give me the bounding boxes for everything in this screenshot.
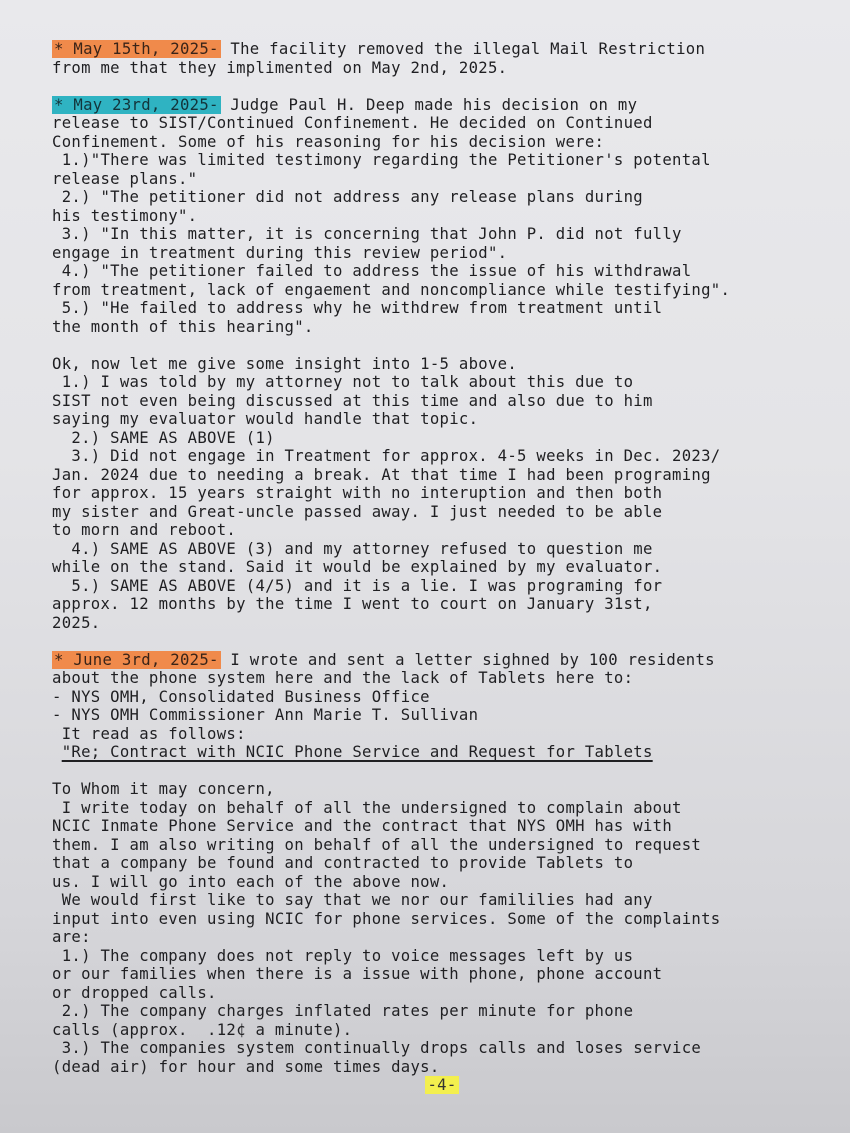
text-line: saying my evaluator would handle that topic. bbox=[52, 410, 479, 428]
text-line: are: bbox=[52, 928, 91, 946]
text-line: 3.) "In this matter, it is concerning that John P. did not fully bbox=[52, 225, 682, 243]
text-line: NCIC Inmate Phone Service and the contract that NYS OMH has with bbox=[52, 817, 673, 835]
text-line: my sister and Great-uncle passed away. I just needed to be able bbox=[52, 502, 663, 521]
text-line: approx. 12 months by the time I went to court on January 31st, bbox=[52, 595, 653, 613]
text-line: Confinement. Some of his reasoning for his decision were: bbox=[52, 132, 605, 151]
text-line: about the phone system here and the lack of Tablets here to: bbox=[52, 669, 634, 687]
text-line: 3.) Did not engage in Treatment for approx. 4-5 weeks in Dec. 2023/ bbox=[52, 447, 721, 465]
text-line: 3.) The companies system continually drops calls and loses service bbox=[52, 1039, 702, 1057]
text-line: Ok, now let me give some insight into 1-5 above. bbox=[52, 354, 518, 373]
text-line: I write today on behalf of all the undersigned to complain about bbox=[52, 798, 682, 817]
text-line: release plans." bbox=[52, 169, 198, 188]
text-line: Jan. 2024 due to needing a break. At that time I had been programing bbox=[52, 465, 711, 484]
text-line: 2.) SAME AS ABOVE (1) bbox=[52, 428, 275, 447]
page-number-line bbox=[52, 1076, 832, 1095]
text-line: or our families when there is a issue with phone, phone account bbox=[52, 965, 663, 983]
text-line: while on the stand. Said it would be explained by my evaluator. bbox=[52, 558, 663, 576]
text-line: calls (approx. .12¢ a minute). bbox=[52, 1020, 353, 1039]
text-line: 1.)"There was limited testimony regarding the Petitioner's potental bbox=[52, 151, 711, 169]
text-line: 5.) "He failed to address why he withdrew from treatment until bbox=[52, 299, 663, 317]
typed-letter-body bbox=[52, 40, 832, 1095]
text-line: 4.) SAME AS ABOVE (3) and my attorney refused to question me bbox=[52, 539, 653, 558]
text-line: 1.) I was told by my attorney not to talk about this due to bbox=[52, 373, 634, 391]
text-line: 2.) "The petitioner did not address any release plans during bbox=[52, 188, 643, 206]
text-line: 1.) The company does not reply to voice messages left by us bbox=[52, 946, 634, 965]
date-highlight-may15: * May 15th, 2025- bbox=[54, 40, 219, 58]
letter-subject-line: "Re; Contract with NCIC Phone Service and Request for Tablets bbox=[61, 743, 653, 761]
entry-may15-line1: * May 15th, 2025- The facility removed the illegal Mail Restriction bbox=[54, 40, 706, 58]
text-line: release to SIST/Continued Confinement. He decided on Continued bbox=[52, 114, 653, 132]
text-line: 5.) SAME AS ABOVE (4/5) and it is a lie. I was programing for bbox=[52, 576, 663, 595]
text-line: 2.) The company charges inflated rates per minute for phone bbox=[52, 1002, 634, 1020]
text-line: for approx. 15 years straight with no interuption and then both bbox=[52, 484, 663, 502]
text-line: engage in treatment during this review period". bbox=[52, 243, 508, 262]
text-line: - NYS OMH Commissioner Ann Marie T. Sullivan bbox=[52, 706, 479, 724]
text-line: his testimony". bbox=[52, 206, 198, 225]
text-line: us. I will go into each of the above now. bbox=[52, 872, 450, 891]
text-line: them. I am also writing on behalf of all the undersigned to request bbox=[52, 835, 702, 854]
text-line: We would first like to say that we nor our famililies had any bbox=[52, 891, 653, 909]
text-line: that a company be found and contracted to provide Tablets to bbox=[52, 854, 634, 872]
text-line: from treatment, lack of engaement and noncompliance while testifying". bbox=[52, 280, 731, 299]
date-highlight-may23: * May 23rd, 2025- bbox=[54, 95, 219, 114]
text-line: It read as follows: bbox=[52, 724, 246, 743]
text-line: - NYS OMH, Consolidated Business Office bbox=[52, 687, 430, 706]
text-line: input into even using NCIC for phone services. Some of the complaints bbox=[52, 909, 721, 928]
page-number: -4- bbox=[427, 1076, 457, 1094]
text-line: 2025. bbox=[52, 613, 101, 632]
text-line: or dropped calls. bbox=[52, 983, 217, 1002]
text-line: SIST not even being discussed at this time and also due to him bbox=[52, 391, 653, 410]
text-line: To Whom it may concern, bbox=[52, 780, 275, 798]
date-highlight-june3: * June 3rd, 2025- bbox=[54, 650, 219, 669]
text-line: the month of this hearing". bbox=[52, 317, 314, 336]
entry-may23-line1: * May 23rd, 2025- Judge Paul H. Deep made his decision on my bbox=[54, 95, 638, 114]
entry-may15-line2: from me that they implimented on May 2nd, 2025. bbox=[52, 58, 508, 77]
text-line: 4.) "The petitioner failed to address the issue of his withdrawal bbox=[52, 262, 692, 280]
text-line: to morn and reboot. bbox=[52, 521, 237, 539]
entry-june3-line1: * June 3rd, 2025- I wrote and sent a letter sighned by 100 residents bbox=[54, 650, 715, 669]
text-line: (dead air) for hour and some times days. bbox=[52, 1057, 440, 1076]
